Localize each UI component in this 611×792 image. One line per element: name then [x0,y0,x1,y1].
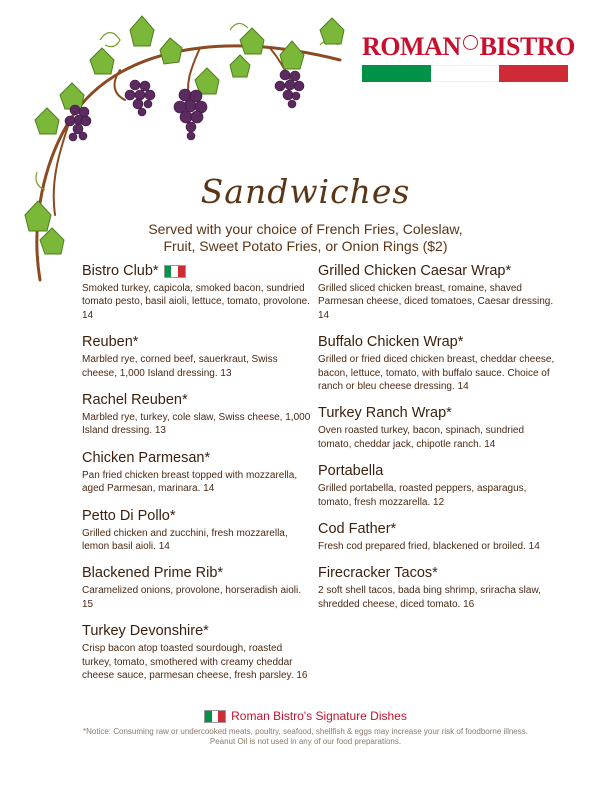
menu-item-description: Grilled or fried diced chicken breast, cheddar cheese, bacon, lettuce, tomato, with buffalo sauce. Choice of ranch or bleu cheese dressing. 14 [318,354,555,393]
menu-item-description: 2 soft shell tacos, bada bing shrimp, sriracha slaw, shredded cheese, diced tomato. 16 [318,585,541,610]
menu-item-description: Crisp bacon atop toasted sourdough, roasted turkey, tomato, smothered with creamy cheddar cheese sauce, parmesan cheese, fresh parsley. 16 [82,643,308,682]
menu-item-name: Firecracker Tacos* [318,565,438,582]
menu-item-description: Pan fried chicken breast topped with mozzarella, aged Parmesan, marinara. 14 [82,469,298,495]
menu-item-description: Marbled rye, corned beef, sauerkraut, Swiss cheese, 1,000 Island dressing. 13 [82,354,278,379]
brand-name-part1: ROMAN [362,32,461,61]
notice-line-1: *Notice: Consuming raw or undercooked meats, poultry, seafood, shellfish & eggs may increase your risk of foodborne illness. [83,727,528,736]
menu-item [318,263,558,322]
menu-item-description: Oven roasted turkey, bacon, spinach, sundried tomato, cheddar jack, chipotle ranch. 14 [318,425,525,450]
menu-item [318,521,558,553]
menu-item [318,463,558,509]
menu-item-description: Grilled sliced chicken breast, romaine, shaved Parmesan cheese, diced tomatoes, Caesar dressing. 14 [318,283,554,321]
page-subtitle [80,221,531,255]
menu-item-description: Caramelized onions, provolone, horseradish aioli. 15 [82,585,302,610]
italian-flag-icon [204,710,226,723]
menu-item-name: Turkey Ranch Wrap* [318,405,452,422]
menu-item-description: Grilled portabella, roasted peppers, asparagus, tomato, fresh mozzarella. 12 [318,483,527,508]
subtitle-line-2: Fruit, Sweet Potato Fries, or Onion Rings ($2) [163,238,448,254]
menu-item-name: Blackened Prime Rib* [82,565,224,582]
brand-badge-icon [463,35,478,50]
menu-item [318,405,558,451]
menu-item [82,623,314,682]
menu-item-name: Petto Di Pollo* [82,507,176,524]
brand-name [362,32,575,62]
brand-name-part2: BISTRO [479,32,575,61]
menu-item [318,334,558,393]
menu-item [82,263,314,322]
page-title: Sandwiches [200,172,411,211]
italian-flag-bar [362,65,568,82]
signature-legend [0,709,611,723]
menu-item-name: Grilled Chicken Caesar Wrap* [318,263,512,279]
menu-item-name: Portabella [318,463,384,480]
signature-label: Roman Bistro's Signature Dishes [231,709,407,723]
menu-item-description: Grilled chicken and zucchini, fresh mozzarella, lemon basil aioli. 14 [82,527,288,553]
menu-item [318,565,558,611]
menu-item-name: Reuben* [82,334,139,351]
subtitle-line-1: Served with your choice of French Fries, Coleslaw, [148,221,463,237]
menu-column-right [318,263,558,623]
menu-item-description: Fresh cod prepared fried, blackened or broiled. 14 [318,541,540,553]
menu-item-name: Bistro Club* [82,263,159,279]
menu-item-name: Rachel Reuben* [82,392,188,409]
menu-item-name: Chicken Parmesan* [82,449,211,466]
menu-item-name: Turkey Devonshire* [82,623,209,640]
menu-item-name: Cod Father* [318,521,397,538]
food-safety-notice [0,727,611,747]
menu-item [82,508,314,554]
footer [0,709,611,747]
menu-item-name: Buffalo Chicken Wrap* [318,334,464,351]
menu-item [82,450,314,496]
italian-flag-icon [164,265,186,278]
menu-item-description: Marbled rye, turkey, cole slaw, Swiss cheese, 1,000 Island dressing. 13 [82,412,311,437]
brand-logo [362,32,575,82]
menu-item [82,334,314,380]
menu-item-description: Smoked turkey, capicola, smoked bacon, sundried tomato pesto, basil aioli, lettuce, tomato, provolone. 14 [82,283,310,321]
menu-item [82,565,314,611]
menu-column-left [82,263,314,695]
menu-item [82,392,314,438]
notice-line-2: Peanut Oil is not used in any of our food preparations. [209,737,402,746]
